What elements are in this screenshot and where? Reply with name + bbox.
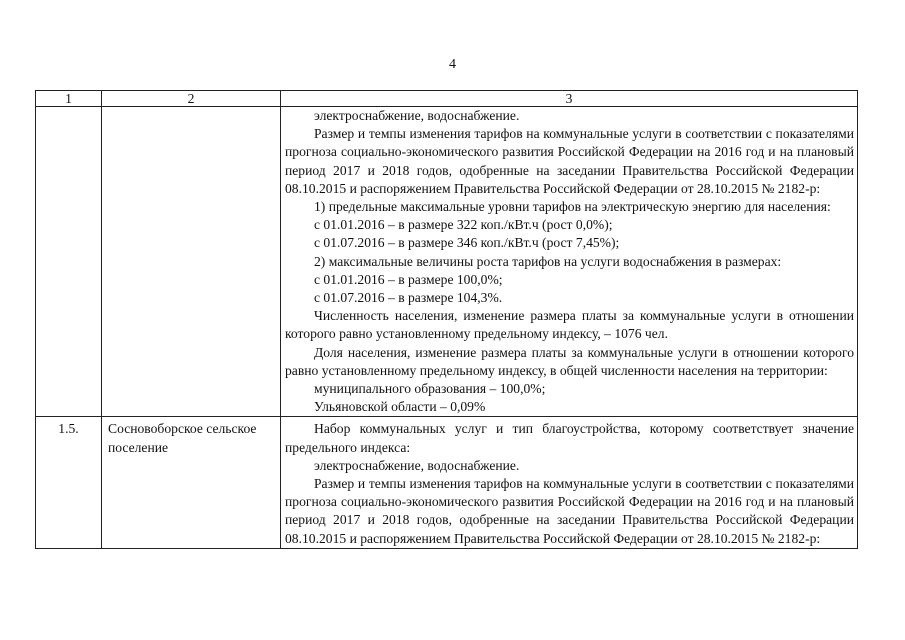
paragraph-water-heading: 2) максимальные величины роста тарифов на услуги водоснабжения в размерах: <box>314 253 782 269</box>
table-header-row <box>36 91 858 107</box>
paragraph-tariff-basis: Размер и темпы изменения тарифов на коммунальные услуги в соответствии с показателями прогноза социально-экономического развития Российской Федерации на 2016 год и на плановый период 2017 и 2018 годов, одобренные на заседании Правительства Российской Федерации 08.10.2015 и распоряжением Правительства Российской Федерации от 28.10.2015 № 2182-р: <box>285 126 854 196</box>
paragraph-services-list: электроснабжение, водоснабжение. <box>314 457 520 473</box>
table-row <box>36 107 858 417</box>
paragraph-regional-share: Ульяновской области – 0,09% <box>314 399 486 415</box>
paragraph-electricity-heading: 1) предельные максимальные уровни тарифов на электрическую энергию для населения: <box>314 199 831 215</box>
paragraph-population-share: Доля населения, изменение размера платы за коммунальные услуги в отношении которого равно установленному предельному индексу, в общей численности населения на территории: <box>285 344 854 378</box>
paragraph-water-jan: с 01.01.2016 – в размере 100,0%; <box>314 271 503 287</box>
paragraph-population-count: Численность населения, изменение размера платы за коммунальные услуги в отношении которого равно установленному предельному индексу, – 1076 чел. <box>285 308 854 342</box>
settlement-name <box>102 107 281 417</box>
paragraph-electricity-jan: с 01.01.2016 – в размере 322 коп./кВт.ч (рост 0,0%); <box>314 217 613 233</box>
column-header-1: 1 <box>36 91 102 107</box>
row-content <box>281 107 858 417</box>
row-number <box>36 107 102 417</box>
paragraph-municipal-share: муниципального образования – 100,0%; <box>314 381 546 397</box>
tariff-table <box>35 90 858 549</box>
paragraph-services-set: Набор коммунальных услуг и тип благоустройства, которому соответствует значение предельного индекса: <box>285 421 854 455</box>
paragraph-services-list: электроснабжение, водоснабжение. <box>314 108 520 123</box>
column-header-3: 3 <box>281 91 858 107</box>
column-header-2: 2 <box>102 91 281 107</box>
settlement-name: Сосновоборское сельское поселение <box>102 417 281 548</box>
row-number: 1.5. <box>36 417 102 548</box>
paragraph-electricity-jul: с 01.07.2016 – в размере 346 коп./кВт.ч (рост 7,45%); <box>314 235 620 251</box>
page-number: 4 <box>449 57 456 72</box>
table-row <box>36 417 858 548</box>
paragraph-tariff-basis: Размер и темпы изменения тарифов на коммунальные услуги в соответствии с показателями прогноза социально-экономического развития Российской Федерации на 2016 год и на плановый период 2017 и 2018 годов, одобренные на заседании Правительства Российской Федерации 08.10.2015 и распоряжением Правительства Российской Федерации от 28.10.2015 № 2182-р: <box>285 476 854 546</box>
paragraph-water-jul: с 01.07.2016 – в размере 104,3%. <box>314 290 503 306</box>
row-content <box>281 417 858 548</box>
